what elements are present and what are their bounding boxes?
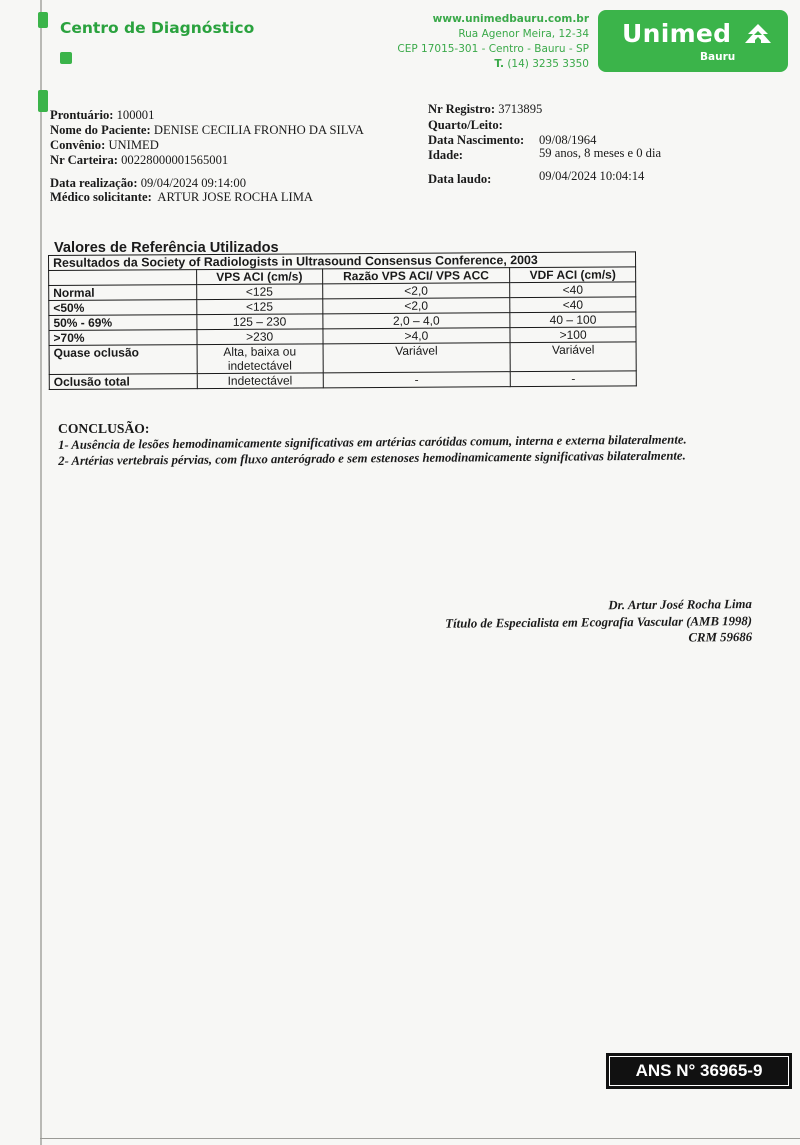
realizacao-label: Data realização: — [50, 176, 138, 190]
row-label: 50% - 69% — [49, 315, 197, 331]
page-edge — [40, 0, 42, 1145]
cell-razao: - — [323, 372, 511, 388]
prontuario-line — [50, 108, 154, 123]
conclusion-item-1: 1- Ausência de lesões hemodinamicamente significativas em artérias carótidas comum, interna e externa bilateralmente. — [58, 432, 687, 452]
header-empty — [49, 270, 197, 286]
registro-line — [428, 102, 542, 117]
cell-vps: Alta, baixa ou indetectável — [197, 344, 323, 374]
logo-city: Bauru — [700, 51, 736, 63]
idade-value: 59 anos, 8 meses e 0 dia — [539, 146, 662, 160]
col-razao: Razão VPS ACI/ VPS ACC — [322, 268, 510, 284]
cell-razao: 2,0 – 4,0 — [322, 313, 510, 329]
patient-name-label: Nome do Paciente: — [50, 123, 151, 137]
medico-value: ARTUR JOSE ROCHA LIMA — [157, 190, 314, 204]
cep: CEP 17015-301 - Centro - Bauru - SP — [397, 43, 589, 55]
laudo-value: 09/04/2024 10:04:14 — [539, 169, 645, 183]
prontuario-value: 100001 — [116, 108, 155, 122]
convenio-line — [50, 138, 159, 153]
logo-brand: Unimed — [622, 19, 732, 48]
registro-value: 3713895 — [498, 102, 543, 116]
patient-name-line — [50, 123, 364, 138]
cell-vdf: 40 – 100 — [510, 312, 636, 328]
idade-label: Idade: — [428, 148, 463, 162]
registro-label: Nr Registro: — [428, 102, 496, 116]
row-label: Normal — [49, 285, 197, 301]
row-label: >70% — [49, 330, 197, 346]
signature-block — [445, 596, 752, 648]
laudo-label: Data laudo: — [428, 172, 492, 186]
page-bottom-edge — [40, 1138, 800, 1139]
carteira-label: Nr Carteira: — [50, 153, 118, 167]
reference-title: Valores de Referência Utilizados — [54, 240, 279, 256]
cell-vps: >230 — [197, 329, 323, 345]
table-caption: Resultados da Society of Radiologists in Ultrasound Consensus Conference, 2003 — [49, 252, 636, 271]
realizacao-value: 09/04/2024 09:14:00 — [140, 176, 247, 190]
reference-table — [48, 251, 637, 390]
row-label: <50% — [49, 300, 197, 316]
realizacao-line — [50, 176, 246, 191]
ans-number: ANS N° 36965-9 — [609, 1056, 789, 1086]
cell-razao: <2,0 — [322, 283, 510, 299]
nascimento-label: Data Nascimento: — [428, 133, 525, 147]
cell-razao: <2,0 — [322, 298, 510, 314]
conclusion-title: CONCLUSÃO: — [58, 421, 150, 436]
convenio-label: Convênio: — [50, 138, 106, 152]
doctor-title: Título de Especialista em Ecografia Vascular (AMB 1998) — [445, 613, 753, 631]
laudo-label-line — [428, 172, 491, 187]
col-vps: VPS ACI (cm/s) — [196, 269, 322, 285]
cell-vdf: >100 — [510, 327, 636, 343]
unimed-logo — [598, 10, 788, 72]
nascimento-value: 09/08/1964 — [539, 133, 597, 147]
cell-vps: <125 — [197, 299, 323, 315]
cell-vdf: - — [510, 371, 636, 387]
cell-vps: 125 – 230 — [197, 314, 323, 330]
doctor-crm: CRM 59686 — [688, 629, 753, 645]
cell-razao: >4,0 — [323, 328, 511, 344]
cell-vdf: <40 — [510, 282, 636, 298]
medico-label: Médico solicitante: — [50, 190, 152, 204]
prontuario-label: Prontuário: — [50, 108, 114, 122]
conclusion-item-2: 2- Artérias vertebrais pérvias, com fluxo anterógrado e sem estenoses hemodinamicamente significativas bilateralmente. — [58, 448, 686, 468]
carteira-value: 00228000001565001 — [121, 153, 229, 167]
nascimento-label-line — [428, 133, 524, 148]
contact-block — [397, 12, 589, 72]
cell-vps: Indetectável — [197, 373, 323, 389]
tel-label: T. — [494, 58, 504, 70]
tel-number: (14) 3235 3350 — [507, 58, 589, 70]
convenio-value: UNIMED — [108, 138, 159, 152]
carteira-line — [50, 153, 228, 168]
table-row — [49, 371, 636, 390]
cell-vps: <125 — [196, 284, 322, 300]
medico-line — [50, 190, 313, 205]
ans-badge — [606, 1053, 792, 1089]
center-name: Centro de Diagnóstico — [60, 19, 255, 37]
quarto-line — [428, 118, 503, 133]
cell-vdf: Variável — [510, 342, 636, 372]
conclusion-body — [58, 432, 750, 469]
telephone — [397, 57, 589, 72]
cell-razao: Variável — [323, 343, 511, 373]
row-label: Oclusão total — [49, 374, 197, 390]
brand-mark-top — [38, 12, 48, 28]
unimed-tree-icon — [744, 23, 772, 47]
row-label: Quase oclusão — [49, 345, 197, 375]
table-row — [49, 342, 636, 375]
website: www.unimedbauru.com.br — [432, 13, 589, 25]
idade-label-line — [428, 148, 463, 163]
doctor-name: Dr. Artur José Rocha Lima — [608, 596, 753, 613]
patient-name-value: DENISE CECILIA FRONHO DA SILVA — [153, 123, 364, 137]
brand-mark-left — [38, 90, 48, 112]
col-vdf: VDF ACI (cm/s) — [510, 267, 636, 283]
address: Rua Agenor Meira, 12-34 — [458, 28, 589, 40]
quarto-label: Quarto/Leito: — [428, 118, 503, 132]
cell-vdf: <40 — [510, 297, 636, 313]
brand-mark-square — [60, 52, 72, 64]
